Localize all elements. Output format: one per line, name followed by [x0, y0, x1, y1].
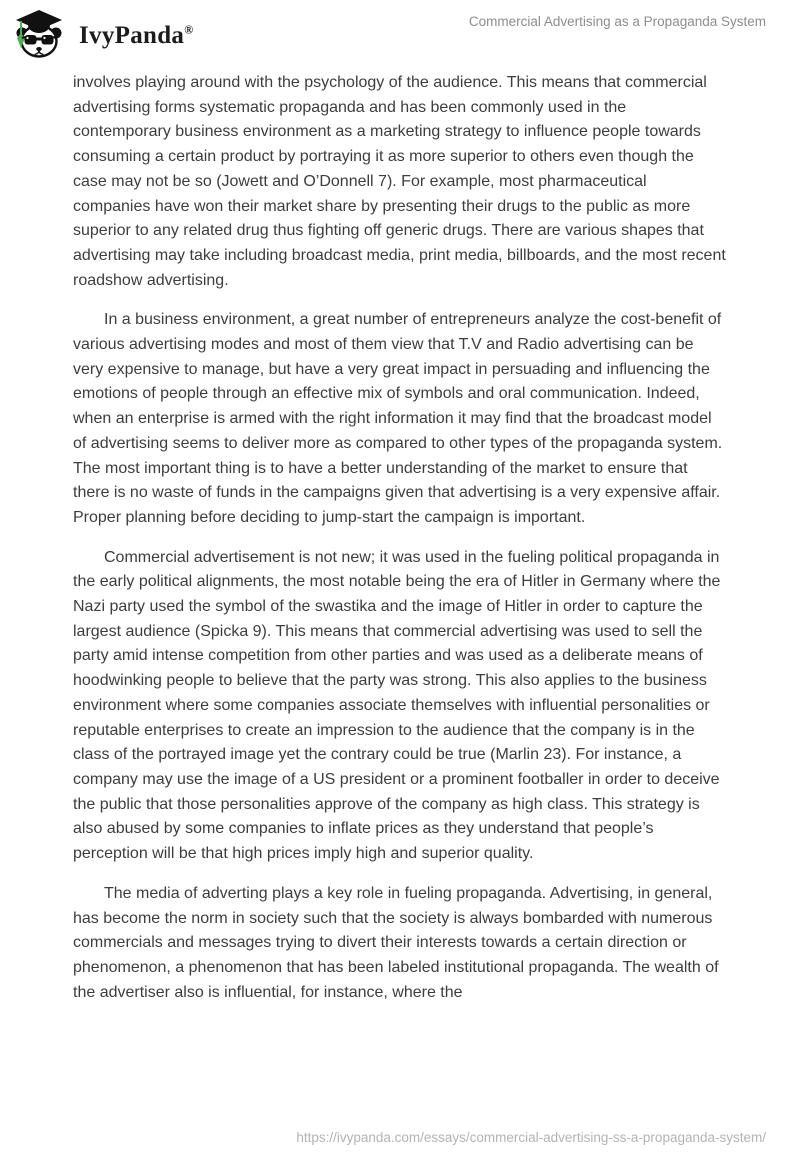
essay-paragraph-4: The media of adverting plays a key role in fueling propaganda. Advertising, in general, has become the norm in society such that the society is always bombarded with numerous commercials and messages trying to divert their interests towards a certain direction or phenomenon, a phenomenon that has been labeled institutional propaganda. The wealth of the advertiser also is influential, for instance, where the: [73, 884, 719, 1001]
essay-paragraph-2: In a business environment, a great number of entrepreneurs analyze the cost-benefit of various advertising modes and most of them view that T.V and Radio advertising can be very expensive to manage, but have a very great impact in persuading and influencing the emotions of people through an effective mix of symbols and oral communication. Indeed, when an enterprise is armed with the right information it may find that the broadcast model of advertising seems to deliver more as compared to other types of the propaganda system. The most important thing is to have a better understanding of the market to ensure that there is no waste of funds in the campaigns given that advertising is a very expensive affair. Proper planning before deciding to jump-start the campaign is important.: [73, 311, 723, 526]
brand: [14, 8, 193, 58]
essay-body: [73, 71, 727, 1020]
brand-name-text: IvyPanda: [79, 21, 185, 49]
essay-paragraph-3: Commercial advertisement is not new; it was used in the fueling political propaganda in the early political alignments, the most notable being the era of Hitler in Germany where the Nazi party used the symbol of the swastika and the image of Hitler in order to capture the largest audience (Spicka 9). This means that commercial advertising was used to sell the party amid intense competition from other parties and was used as a deliberate means of hoodwinking people to believe that the party was strong. This also applies to the business environment where some companies associate themselves with influential personalities or reputable enterprises to create an impression to the audience that the company is in the class of the portrayed image yet the contrary could be true (Marlin 23). For instance, a company may use the image of a US president or a prominent footballer in order to deceive the public that those personalities approve of the company as high class. This strategy is also abused by some companies to inflate prices as they understand that people’s perception will be that high prices imply high and superior quality.: [73, 548, 721, 863]
essay-paragraph-1: involves playing around with the psychology of the audience. This means that commercial advertising forms systematic propaganda and has been commonly used in the contemporary business environment as a marketing strategy to influence people towards consuming a certain product by portraying it as more superior to others even though the case may not be so (Jowett and O’Donnell 7). For example, most pharmaceutical companies have won their market share by presenting their drugs to the public as more superior to any related drug thus fighting off generic drugs. There are various shapes that advertising may take including broadcast media, print media, billboards, and the most recent roadshow advertising.: [73, 74, 726, 289]
registered-trademark-symbol: ®: [184, 22, 194, 37]
document-title: Commercial Advertising as a Propaganda System: [468, 14, 766, 29]
source-url: https://ivypanda.com/essays/commercial-advertising-ss-a-propaganda-system/: [296, 1130, 766, 1145]
ivypanda-panda-graduation-cap-logo-icon: [14, 8, 64, 58]
brand-name: [79, 19, 193, 48]
